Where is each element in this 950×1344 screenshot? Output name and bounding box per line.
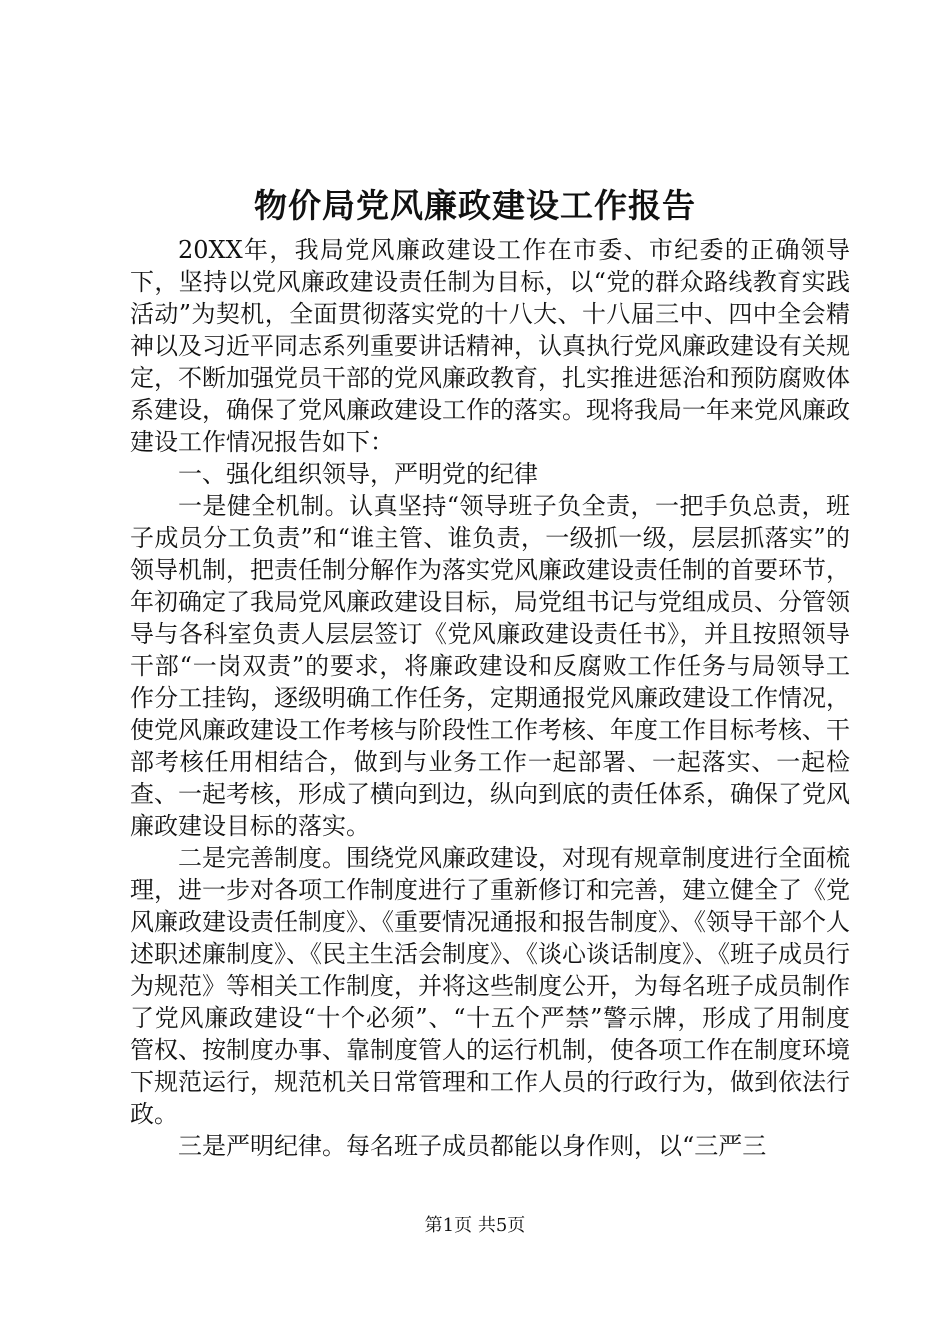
- document-body: [130, 234, 850, 1162]
- paragraph-system: 二是完善制度。围绕党风廉政建设，对现有规章制度进行全面梳理，进一步对各项工作制度进行了重新修订和完善，建立健全了《党风廉政建设责任制度》、《重要情况通报和报告制度》、《领导干部个人述职述廉制度》、《民主生活会制度》、《谈心谈话制度》、《班子成员行为规范》等相关工作制度，并将这些制度公开，为每名班子成员制作了党风廉政建设“十个必须”、“十五个严禁”警示牌，形成了用制度管权、按制度办事、靠制度管人的运行机制，使各项工作在制度环境下规范运行，规范机关日常管理和工作人员的行政行为，做到依法行政。: [130, 844, 850, 1128]
- page-footer: 第1页 共5页: [424, 1215, 526, 1236]
- paragraph-discipline: 三是严明纪律。每名班子成员都能以身作则，以“三严三: [178, 1132, 767, 1160]
- document-title: 物价局党风廉政建设工作报告: [254, 186, 696, 225]
- paragraph-mechanism: 一是健全机制。认真坚持“领导班子负全责，一把手负总责，班子成员分工负责”和“谁主管、谁负责，一级抓一级，层层抓落实”的领导机制，把责任制分解作为落实党风廉政建设责任制的首要环节，年初确定了我局党风廉政建设目标，局党组书记与党组成员、分管领导与各科室负责人层层签订《党风廉政建设责任书》，并且按照领导干部“一岗双责”的要求，将廉政建设和反腐败工作任务与局领导工作分工挂钩，逐级明确工作任务，定期通报党风廉政建设工作情况，使党风廉政建设工作考核与阶段性工作考核、年度工作目标考核、干部考核任用相结合，做到与业务工作一起部署、一起落实、一起检查、一起考核，形成了横向到边，纵向到底的责任体系，确保了党风廉政建设目标的落实。: [130, 492, 850, 840]
- section-heading-1: 一、强化组织领导，严明党的纪律: [178, 460, 538, 488]
- paragraph-intro: 20XX年，我局党风廉政建设工作在市委、市纪委的正确领导下，坚持以党风廉政建设责任制为目标，以“党的群众路线教育实践活动”为契机，全面贯彻落实党的十八大、十八届三中、四中全会精神以及习近平同志系列重要讲话精神，认真执行党风廉政建设有关规定，不断加强党员干部的党风廉政教育，扎实推进惩治和预防腐败体系建设，确保了党风廉政建设工作的落实。现将我局一年来党风廉政建设工作情况报告如下：: [130, 236, 850, 456]
